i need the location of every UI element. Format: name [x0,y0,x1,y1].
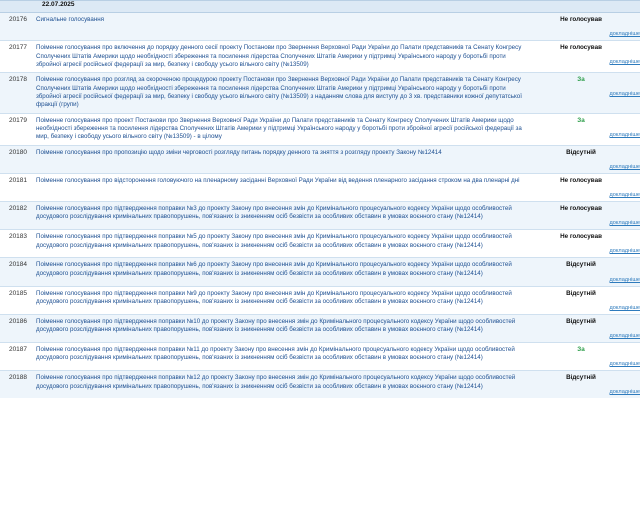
table-row [0,173,640,201]
vote-number: 20180 [0,145,36,173]
vote-result-cell [522,13,640,41]
table-row [0,113,640,145]
details-link[interactable]: докладніше [609,220,640,227]
status-badge: Відсутній [566,148,596,156]
vote-number: 20176 [0,13,36,41]
vote-number: 20185 [0,286,36,314]
vote-number: 20187 [0,342,36,370]
vote-result-cell [522,258,640,286]
table-row [0,286,640,314]
table-row [0,342,640,370]
vote-result-cell [522,145,640,173]
status-badge: За [577,116,585,124]
vote-result-cell [522,286,640,314]
status-badge: Не голосував [560,205,602,213]
vote-number: 20179 [0,113,36,145]
status-badge: За [577,76,585,84]
table-row [0,258,640,286]
vote-number: 20177 [0,41,36,73]
vote-result-cell [522,73,640,113]
vote-description-link[interactable]: Поіменне голосування про підтвердження поправки №9 до проекту Закону про внесення змін до Кримінального процесуального кодексу України щодо особливостей досудового розслідування кримінальних правопорушень, пов'язаних із зникненням осіб безвісти за особливих обставин в умовах воєнного стану (№12414) [36,286,522,314]
vote-number: 20178 [0,73,36,113]
status-badge: Відсутній [566,261,596,269]
details-link[interactable]: докладніше [609,389,640,396]
vote-result-cell [522,371,640,399]
details-link[interactable]: докладніше [609,31,640,38]
vote-number: 20183 [0,230,36,258]
table-row [0,73,640,113]
vote-result-cell [522,41,640,73]
status-badge: Не голосував [560,176,602,184]
vote-description-link[interactable]: Поіменне голосування про підтвердження поправки №3 до проекту Закону про внесення змін до Кримінального процесуального кодексу України щодо особливостей досудового розслідування кримінальних правопорушень, пов'язаних із зникненням осіб безвісти за особливих обставин в умовах воєнного стану (№12414) [36,202,522,230]
table-row [0,202,640,230]
table-row [0,314,640,342]
status-badge: Не голосував [560,233,602,241]
status-badge: Відсутній [566,317,596,325]
vote-number: 20182 [0,202,36,230]
details-link[interactable]: докладніше [609,248,640,255]
vote-number: 20186 [0,314,36,342]
details-link[interactable]: докладніше [609,361,640,368]
status-badge: За [577,345,585,353]
date-header-cell [36,1,640,13]
details-link[interactable]: докладніше [609,131,640,138]
date-header-row [0,1,640,13]
table-row [0,13,640,41]
vote-result-cell [522,230,640,258]
details-link[interactable]: докладніше [609,91,640,98]
table-row [0,371,640,399]
vote-description-link[interactable]: Сигнальне голосування [36,13,522,41]
status-badge: Не голосував [560,16,602,23]
vote-description-link[interactable]: Поіменне голосування про розгляд за скороченою процедурою проекту Постанови про Звернення Верховної Ради України до Палати представників та Сенату Конгресу Сполучених Штатів Америки щодо необхідності збереження та посилення лідерства Сполучених Штатів Америки у підтримці Українського народу у боротьбі проти збройної агресії російської федерації за мир, безпеку і свободу усього вільного світу (№13509) з наданням слова для виступу до 3 хв. представники кожної депутатської фракції (групи) [36,73,522,113]
vote-result-cell [522,342,640,370]
vote-description-link[interactable]: Поіменне голосування про підтвердження поправки №6 до проекту Закону про внесення змін до Кримінального процесуального кодексу України щодо особливостей досудового розслідування кримінальних правопорушень, пов'язаних із зникненням осіб безвісти за особливих обставин в умовах воєнного стану (№12414) [36,258,522,286]
details-link[interactable]: докладніше [609,192,640,199]
vote-description-link[interactable]: Поіменне голосування про проект Постанови про Звернення Верховної Ради України до Палати представників та Сенату Конгресу Сполучених Штатів Америки щодо необхідності збереження та посилення лідерства Сполучених Штатів Америки у підтримці Українського народу у боротьбі проти збройної агресії російської федерації за мир, безпеку і свободу усього вільного світу (№13509) - в цілому [36,113,522,145]
table-row [0,145,640,173]
vote-number: 20188 [0,371,36,399]
vote-description-link[interactable]: Поіменне голосування про включення до порядку денного сесії проекту Постанови про Звернення Верховної Ради України до Палати представників та Сенату Конгресу Сполучених Штатів Америки щодо необхідності збереження та посилення лідерства Сполучених Штатів Америки у підтримці Українського народу у боротьбі проти збройної агресії російської федерації за мир, безпеку і свободу усього вільного світу (№13509) [36,41,522,73]
details-link[interactable]: докладніше [609,59,640,66]
details-link[interactable]: докладніше [609,163,640,170]
table-row [0,230,640,258]
details-link[interactable]: докладніше [609,304,640,311]
vote-result-cell [522,314,640,342]
vote-result-cell [522,173,640,201]
details-link[interactable]: докладніше [609,332,640,339]
votes-table-body [0,1,640,399]
status-badge: Відсутній [566,374,596,382]
vote-description-link[interactable]: Поіменне голосування про підтвердження поправки №10 до проекту Закону про внесення змін до Кримінального процесуального кодексу України щодо особливостей досудового розслідування кримінальних правопорушень, пов'язаних із зникненням осіб безвісти за особливих обставин в умовах воєнного стану (№12414) [36,314,522,342]
vote-description-link[interactable]: Поіменне голосування про пропозицію щодо зміни черговості розгляду питань порядку денного та зняття з розгляду проекту Закону №12414 [36,145,522,173]
vote-description-link[interactable]: Поіменне голосування про підтвердження поправки №12 до проекту Закону про внесення змін до Кримінального процесуального кодексу України щодо особливостей досудового розслідування кримінальних правопорушень, пов'язаних із зникненням осіб безвісти за особливих обставин в умовах воєнного стану (№12414) [36,371,522,399]
vote-result-cell [522,202,640,230]
status-badge: Відсутній [566,289,596,297]
vote-number: 20181 [0,173,36,201]
date-header-spacer [0,1,36,13]
status-badge: Не голосував [560,44,602,52]
vote-description-link[interactable]: Поіменне голосування про підтвердження поправки №11 до проекту Закону про внесення змін до Кримінального процесуального кодексу України щодо особливостей досудового розслідування кримінальних правопорушень, пов'язаних із зникненням осіб безвісти за особливих обставин в умовах воєнного стану (№12414) [36,342,522,370]
vote-description-link[interactable]: Поіменне голосування про підтвердження поправки №5 до проекту Закону про внесення змін до Кримінального процесуального кодексу України щодо особливостей досудового розслідування кримінальних правопорушень, пов'язаних із зникненням осіб безвісти за особливих обставин в умовах воєнного стану (№12414) [36,230,522,258]
vote-number: 20184 [0,258,36,286]
vote-description-link[interactable]: Поіменне голосування про відсторонення головуючого на пленарному засіданні Верховної Ради України від ведення пленарного засідання строком на два пленарні дні [36,173,522,201]
table-row [0,41,640,73]
date-label: 22.07.2025 [42,1,75,8]
vote-result-cell [522,113,640,145]
details-link[interactable]: докладніше [609,276,640,283]
